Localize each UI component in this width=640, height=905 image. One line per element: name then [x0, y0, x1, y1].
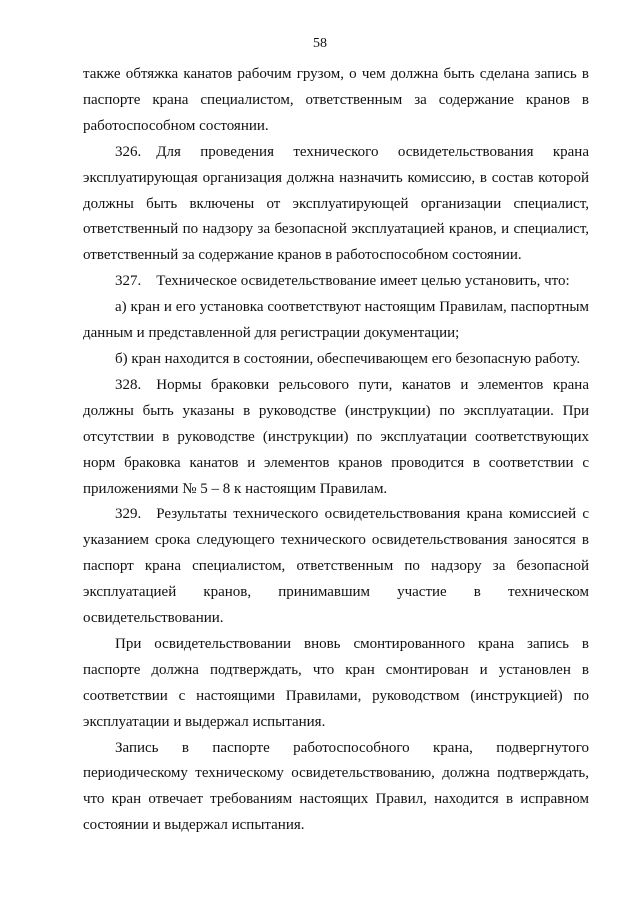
paragraph-329-periodic: Запись в паспорте работоспособного крана, подвергнутого периодическому техническому освидетельствованию, должна подтверждать, что кран отвечает требованиям настоящих Правил, находится в исправном состоянии и выдержал испытания.	[83, 739, 589, 834]
paragraph-327-a: а) кран и его установка соответствуют настоящим Правилам, паспортным данным и представленной для регистрации документации;	[83, 299, 589, 342]
paragraph-continuation: также обтяжка канатов рабочим грузом, о чем должна быть сделана запись в паспорте крана специалистом, ответственным за содержание кранов в работоспособном состоянии.	[83, 66, 589, 134]
paragraph-328: 328. Нормы браковки рельсового пути, канатов и элементов крана должны быть указаны в руководстве (инструкции) по эксплуатации. При отсутствии в руководстве (инструкции) по эксплуатации соответствующих норм браковка канатов и элементов кранов проводится в соответствии с приложениями № 5 – 8 к настоящим Правилам.	[83, 376, 589, 497]
page-number: 58	[313, 36, 327, 51]
body-text	[83, 62, 589, 839]
paragraph-329-new-crane: При освидетельствовании вновь смонтированного крана запись в паспорте должна подтверждать, что кран смонтирован и установлен в соответствии с настоящими Правилами, руководством (инструкцией) по эксплуатации и выдержал испытания.	[83, 635, 589, 730]
paragraph-329: 329. Результаты технического освидетельствования крана комиссией с указанием срока следующего технического освидетельствования заносятся в паспорт крана специалистом, ответственным по надзору за безопасной эксплуатацией кранов, принимавшим участие в техническом освидетельствовании.	[83, 506, 589, 627]
paragraph-327-b: б) кран находится в состоянии, обеспечивающем его безопасную работу.	[115, 350, 581, 367]
paragraph-327: 327. Техническое освидетельствование имеет целью установить, что:	[115, 273, 570, 290]
paragraph-326: 326. Для проведения технического освидетельствования крана эксплуатирующая организация должна назначить комиссию, в состав которой должны быть включены от эксплуатирующей организации специалист, ответственный по надзору за безопасной эксплуатацией кранов, и специалист, ответственный за содержание кранов в работоспособном состоянии.	[83, 143, 589, 264]
